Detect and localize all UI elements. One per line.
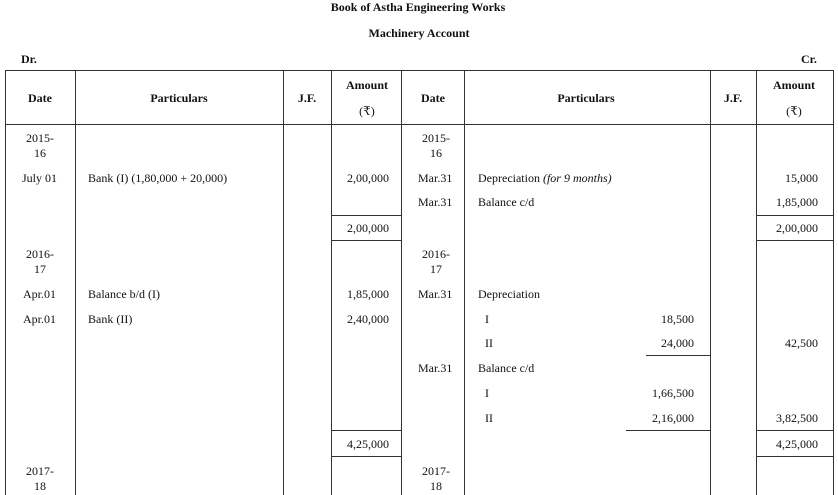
- header-jf-cr: J.F.: [723, 91, 743, 105]
- cr-row-date: Mar.31: [418, 195, 453, 209]
- dr-year-2016: 2016- 17: [26, 247, 54, 276]
- cr-sub-label: I: [485, 312, 489, 326]
- account-title: Machinery Account: [368, 26, 470, 40]
- cr-row-amount: 15,000: [785, 171, 818, 185]
- total-rule: [756, 430, 833, 431]
- col-border: [5, 70, 6, 495]
- header-date-dr: Date: [28, 91, 52, 105]
- total-rule: [331, 456, 401, 457]
- total-rule: [756, 456, 833, 457]
- cr-sub-amount: 18,500: [661, 312, 694, 326]
- cr-row-amount: 42,500: [785, 336, 818, 350]
- dr-row-particulars: Balance b/d (I): [88, 287, 160, 301]
- cr-year-2017: 2017- 18: [422, 464, 450, 493]
- cr-total: 2,00,000: [776, 221, 818, 235]
- cr-sub-label: II: [485, 411, 493, 425]
- page-title: Book of Astha Engineering Works: [330, 0, 506, 14]
- dr-total: 2,00,000: [347, 221, 389, 235]
- dr-row-amount: 2,00,000: [347, 171, 389, 185]
- header-currency-cr: (₹): [786, 104, 802, 118]
- cr-row-particulars-label: Depreciation: [478, 171, 540, 185]
- cr-row-date: Mar.31: [418, 171, 453, 185]
- cr-row-particulars: Balance c/d: [478, 361, 535, 375]
- cr-year-2016: 2016- 17: [422, 247, 450, 276]
- dr-row-date: Apr.01: [23, 312, 56, 326]
- col-border: [756, 70, 757, 495]
- cr-row-particulars-note: (for 9 months): [542, 171, 612, 185]
- dr-row-date: July 01: [22, 171, 58, 185]
- cr-row-particulars: Balance c/d: [478, 195, 535, 209]
- header-particulars-cr: Particulars: [557, 91, 615, 105]
- dr-row-amount: 1,85,000: [347, 287, 389, 301]
- cr-row-date: Mar.31: [418, 287, 453, 301]
- cr-label: Cr.: [801, 52, 817, 66]
- cr-row-particulars: Depreciation: [478, 287, 540, 301]
- subtotal-rule: [626, 430, 710, 431]
- cr-year-2015: 2015- 16: [422, 131, 450, 160]
- total-rule: [331, 240, 401, 241]
- cr-row-date: Mar.31: [418, 361, 453, 375]
- cr-row-particulars: [478, 171, 612, 185]
- cr-row-amount: 1,85,000: [776, 195, 818, 209]
- total-rule: [756, 240, 833, 241]
- cr-sub-amount: 1,66,500: [652, 386, 694, 400]
- dr-row-date: Apr.01: [23, 287, 56, 301]
- header-jf-dr: J.F.: [297, 91, 317, 105]
- header-particulars-dr: Particulars: [150, 91, 208, 105]
- col-border: [331, 70, 332, 495]
- dr-total: 4,25,000: [347, 437, 389, 451]
- cr-row-amount: 3,82,500: [776, 411, 818, 425]
- dr-year-2015: 2015- 16: [26, 131, 54, 160]
- cr-sub-label: II: [485, 336, 493, 350]
- col-border: [283, 70, 284, 495]
- dr-label: Dr.: [21, 52, 37, 66]
- subtotal-rule: [646, 355, 710, 356]
- col-border: [75, 70, 76, 495]
- dr-row-particulars: Bank (I) (1,80,000 + 20,000): [88, 171, 228, 185]
- col-border: [833, 70, 834, 495]
- cr-sub-amount: 24,000: [661, 336, 694, 350]
- dr-year-2017: 2017- 18: [26, 464, 54, 493]
- dr-row-amount: 2,40,000: [347, 312, 389, 326]
- total-rule: [756, 215, 833, 216]
- cr-sub-amount: 2,16,000: [652, 411, 694, 425]
- cr-total: 4,25,000: [776, 437, 818, 451]
- total-rule: [331, 215, 401, 216]
- col-border: [710, 70, 711, 495]
- col-border: [401, 70, 402, 495]
- dr-row-particulars: Bank (II): [88, 312, 133, 326]
- header-currency-dr: (₹): [359, 104, 375, 118]
- total-rule: [331, 430, 401, 431]
- header-amount-dr: Amount: [345, 78, 389, 92]
- col-border: [464, 70, 465, 495]
- header-amount-cr: Amount: [772, 78, 816, 92]
- header-date-cr: Date: [421, 91, 445, 105]
- cr-sub-label: I: [485, 386, 489, 400]
